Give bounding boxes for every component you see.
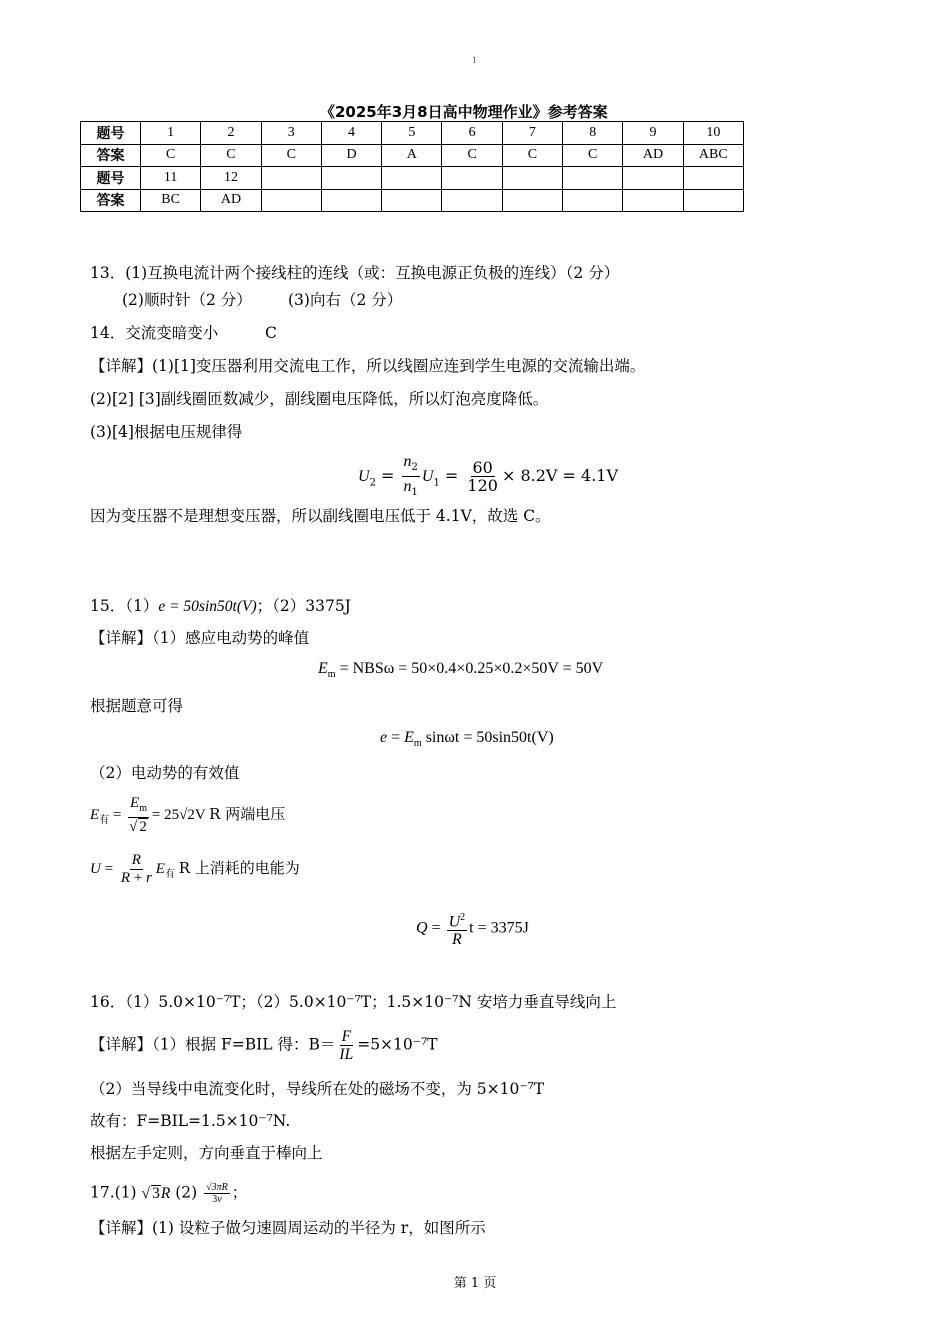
- table-cell: C: [442, 144, 502, 167]
- q15-detail-1: 【详解】（1）感应电动势的峰值: [90, 629, 310, 647]
- table-cell: C: [261, 144, 321, 167]
- table-cell: AD: [623, 144, 683, 167]
- q17-suffix: ；: [231, 1183, 248, 1202]
- table-cell: [261, 189, 321, 212]
- answer-table: [80, 121, 744, 212]
- q14-answer: 14．交流变暗变小: [90, 324, 219, 342]
- q13-part2: (2)顺时针（2 分）: [122, 291, 252, 309]
- table-cell: [502, 189, 562, 212]
- table-cell: [623, 167, 683, 190]
- q15-prefix: 15．（1）: [90, 597, 159, 615]
- table-cell: ABC: [683, 144, 743, 167]
- q15-voltage-text: R 上消耗的电能为: [178, 858, 300, 877]
- q16-detail-3: 故有：F=BIL=1.5×10⁻⁷N.: [90, 1112, 291, 1130]
- q13-line1: 13．(1)互换电流计两个接线柱的连线（或：互换电源正负极的连线）（2 分）: [90, 264, 620, 282]
- page-title: 《2025年3月8日高中物理作业》参考答案: [320, 103, 608, 121]
- table-cell: 1: [141, 122, 201, 145]
- table-cell: C: [502, 144, 562, 167]
- q15-peak-equation: $E_m = NBS\omega = 50\times 0.4\times 0.25\times 0.2\times 50V = 50V$: [318, 660, 604, 681]
- table-cell: D: [321, 144, 381, 167]
- table-cell: 7: [502, 122, 562, 145]
- table-answer-row: [81, 144, 744, 167]
- q15-energy-equation: Q = $\frac{U^2}{R}$ t = 3375J: [416, 909, 529, 948]
- q15-answer-eq: e = 50sin50t(V): [158, 598, 257, 615]
- table-cell: [321, 167, 381, 190]
- q16-answer: 16．（1）5.0×10⁻⁷T；（2）5.0×10⁻⁷T；1.5×10⁻⁷N 安培力垂直导线向上: [90, 993, 617, 1011]
- q15-effective-equation: $E_有$ = $\frac{E_m}{√ 2}$ = 25√2V R 两端电压: [90, 795, 286, 835]
- q15-emf-equation: $e = E_m$ sinωt = 50sin50t(V): [380, 729, 554, 750]
- table-cell: [563, 189, 623, 212]
- q14-detail-1: 【详解】(1)[1]变压器利用交流电工作，所以线圈应连到学生电源的交流输出端。: [90, 357, 646, 375]
- table-cell: C: [563, 144, 623, 167]
- table-cell: 6: [442, 122, 502, 145]
- table-cell: 2: [201, 122, 261, 145]
- q14-eq-tail: × 8.2V = 4.1V: [501, 466, 619, 486]
- q15-energy-tail: t = 3375J: [469, 919, 529, 937]
- table-cell: [502, 167, 562, 190]
- table-cell: [683, 189, 743, 212]
- page-header-mark: 1: [472, 56, 478, 65]
- table-cell: [321, 189, 381, 212]
- q16-detail-1-prefix: 【详解】（1）根据 F=BIL 得：B＝: [90, 1035, 336, 1054]
- q14-equation: $U_2$ = $\frac{n_2}{n_1}$ $U_1$ = $\frac{60}{120}$ × 8.2V = 4.1V: [358, 453, 619, 499]
- q14-choice: C: [265, 324, 277, 342]
- q17-answer: 17.(1) √ 3R (2) $\frac{√3\pi R}{3v}$ ；: [90, 1182, 248, 1205]
- table-cell: BC: [141, 189, 201, 212]
- table-cell: 12: [201, 167, 261, 190]
- q13-part3: (3)向右（2 分）: [288, 291, 403, 309]
- q14-eq-numerator: 60: [472, 458, 493, 478]
- q14-eq-denominator: 120: [467, 476, 498, 496]
- q17-prefix: 17.(1): [90, 1183, 137, 1202]
- table-cell: [382, 167, 442, 190]
- table-cell: [683, 167, 743, 190]
- table-cell: [623, 189, 683, 212]
- table-cell: 4: [321, 122, 381, 145]
- table-cell: 10: [683, 122, 743, 145]
- table-cell: 11: [141, 167, 201, 190]
- table-number-row: [81, 167, 744, 190]
- q17-mid: (2): [175, 1183, 198, 1202]
- table-cell: C: [141, 144, 201, 167]
- q16-detail-4: 根据左手定则，方向垂直于棒向上: [90, 1144, 323, 1162]
- q15-answer: [90, 596, 351, 617]
- q15-text-2: 根据题意可得: [90, 697, 184, 715]
- table-row-label: 答案: [81, 189, 141, 212]
- q14-detail-2: (2)[2] [3]副线圈匝数减少，副线圈电压降低，所以灯泡亮度降低。: [90, 390, 549, 408]
- table-cell: 9: [623, 122, 683, 145]
- q15-voltage-equation: U = $\frac{R}{R + r}$ $E_有$ R 上消耗的电能为: [90, 852, 300, 886]
- table-cell: [261, 167, 321, 190]
- q15-text-3: （2）电动势的有效值: [90, 764, 240, 782]
- table-cell: [563, 167, 623, 190]
- q14-detail-3: (3)[4]根据电压规律得: [90, 423, 243, 441]
- table-cell: 5: [382, 122, 442, 145]
- table-cell: [442, 167, 502, 190]
- table-row-label: 题号: [81, 122, 141, 145]
- table-row-label: 答案: [81, 144, 141, 167]
- q16-detail-1: 【详解】（1）根据 F=BIL 得：B＝ $\frac{F}{IL}$ =5×10⁻⁷T: [90, 1028, 438, 1063]
- q17-detail-1: 【详解】(1) 设粒子做匀速圆周运动的半径为 r，如图所示: [90, 1219, 486, 1237]
- q15-eff-text: R 两端电压: [209, 804, 286, 823]
- table-cell: [442, 189, 502, 212]
- q15-peak-eq-text: = NBSω = 50×0.4×0.25×0.2×50V = 50V: [339, 660, 604, 677]
- table-cell: 8: [563, 122, 623, 145]
- table-cell: AD: [201, 189, 261, 212]
- q14-conclusion: 因为变压器不是理想变压器，所以副线圈电压低于 4.1V，故选 C。: [90, 507, 551, 525]
- q15-suffix: ；（2）3375J: [256, 597, 351, 615]
- table-number-row: [81, 122, 744, 145]
- q15-emf-eq-text: sinωt = 50sin50t(V): [425, 729, 554, 746]
- q16-detail-2: （2）当导线中电流变化时，导线所在处的磁场不变，为 5×10⁻⁷T: [90, 1080, 545, 1098]
- table-cell: 3: [261, 122, 321, 145]
- table-cell: A: [382, 144, 442, 167]
- table-answer-row: [81, 189, 744, 212]
- page-footer: 第 1 页: [453, 1276, 497, 1291]
- table-cell: [382, 189, 442, 212]
- table-cell: C: [201, 144, 261, 167]
- q15-eff-tail: = 25√2V: [151, 806, 206, 823]
- table-row-label: 题号: [81, 167, 141, 190]
- q16-detail-1-suffix: =5×10⁻⁷T: [357, 1035, 438, 1054]
